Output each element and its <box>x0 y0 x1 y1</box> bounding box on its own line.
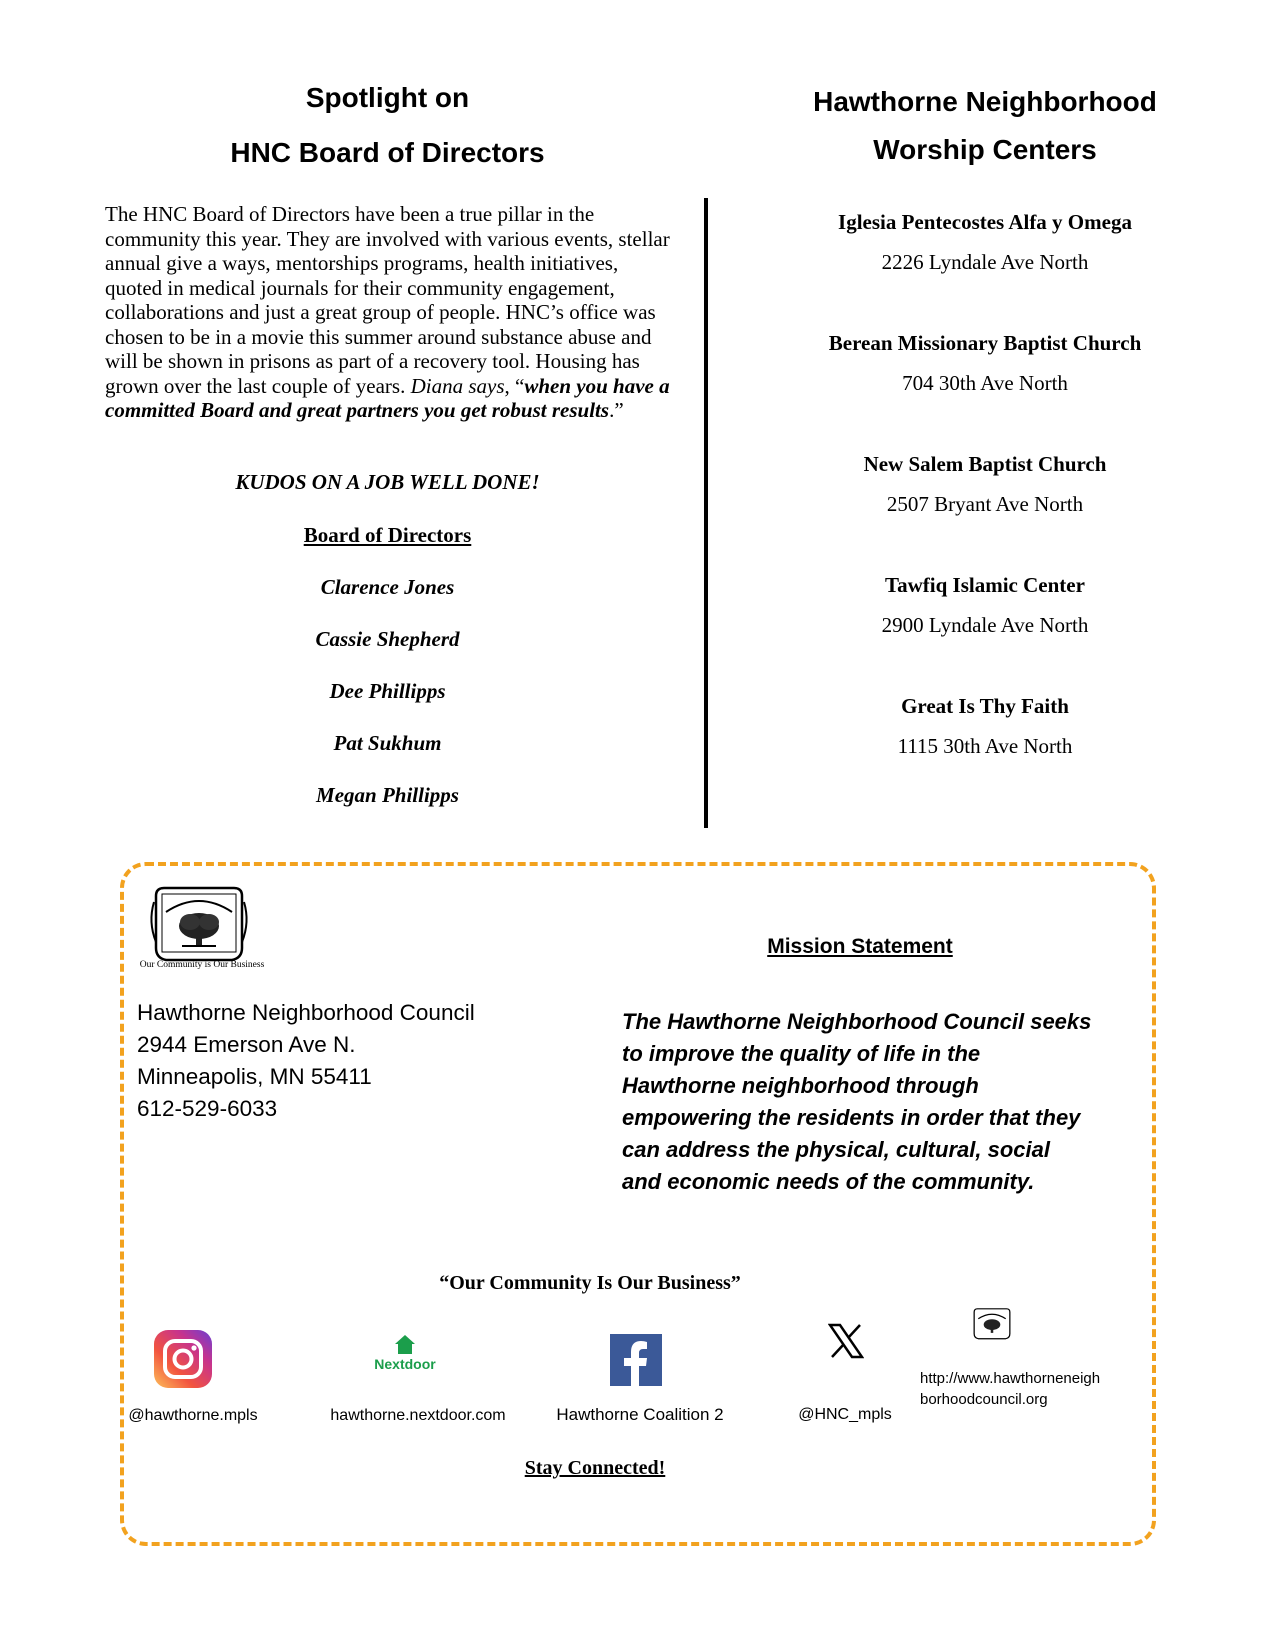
org-phone: 612-529-6033 <box>137 1096 278 1121</box>
nextdoor-house-icon <box>393 1333 417 1355</box>
board-heading: Board of Directors <box>303 523 472 547</box>
worship-center-name: Berean Missionary Baptist Church <box>828 331 1142 355</box>
stay-connected: Stay Connected! <box>524 1457 666 1479</box>
nextdoor-logo-text[interactable]: Nextdoor <box>374 1356 436 1372</box>
mission-heading: Mission Statement <box>767 935 953 958</box>
spotlight-title-line2: HNC Board of Directors <box>230 137 545 168</box>
mission-text: The Hawthorne Neighborhood Council seeks to improve the quality of life in the Hawthorne neighborhood through empowering the residents in order that they can address the physical, cultural, social and economic needs of the community. <box>622 1009 1092 1194</box>
quote-close: .” <box>609 398 624 422</box>
board-member: Pat Sukhum <box>333 731 442 755</box>
board-member: Megan Phillipps <box>316 783 459 807</box>
worship-center-address: 1115 30th Ave North <box>897 734 1073 758</box>
logo-caption: Our Community is Our Business <box>139 960 265 970</box>
worship-center-name: Tawfiq Islamic Center <box>885 573 1085 597</box>
board-member: Clarence Jones <box>320 575 455 599</box>
org-city: Minneapolis, MN 55411 <box>137 1064 372 1089</box>
nextdoor-link[interactable]: hawthorne.nextdoor.com <box>330 1407 506 1424</box>
spotlight-body <box>105 202 670 423</box>
spotlight-title-line1: Spotlight on <box>305 82 470 113</box>
hawthorne-logo-icon <box>146 882 252 972</box>
org-street: 2944 Emerson Ave N. <box>137 1032 356 1057</box>
worship-center-address: 2226 Lyndale Ave North <box>881 250 1089 274</box>
worship-title-line1: Hawthorne Neighborhood <box>813 86 1157 117</box>
instagram-handle[interactable]: @hawthorne.mpls <box>128 1407 258 1424</box>
worship-center-name: Great Is Thy Faith <box>901 694 1069 718</box>
x-handle[interactable]: @HNC_mpls <box>798 1406 892 1423</box>
x-icon[interactable] <box>828 1323 864 1359</box>
board-member: Dee Phillipps <box>329 679 446 703</box>
org-name: Hawthorne Neighborhood Council <box>137 1000 475 1025</box>
motto: “Our Community Is Our Business” <box>439 1272 741 1294</box>
kudos-text: KUDOS ON A JOB WELL DONE! <box>235 470 540 494</box>
spotlight-body-text: The HNC Board of Directors have been a true pillar in the community this year. They are involved with various events, stellar annual give a ways, mentorships programs, health initiatives, quoted in medical journals for their community engagement, collaborations and just a great group of people. HNC’s office was chosen to be in a movie this summer around substance abuse and will be shown in prisons as part of a recovery tool. Housing has grown over the last couple of years. <box>105 202 670 398</box>
column-divider <box>704 198 708 828</box>
facebook-page[interactable]: Hawthorne Coalition 2 <box>556 1405 724 1424</box>
website-logo-icon <box>970 1305 1014 1345</box>
worship-center-address: 704 30th Ave North <box>902 371 1068 395</box>
quote-open: , “ <box>504 373 525 398</box>
worship-center-name: Iglesia Pentecostes Alfa y Omega <box>838 210 1132 234</box>
diana-says: Diana says <box>410 373 505 398</box>
worship-title-line2: Worship Centers <box>873 134 1097 165</box>
diana-quote: when you have a committed Board and great partners you get robust results <box>105 373 670 422</box>
worship-center-address: 2507 Bryant Ave North <box>886 492 1084 516</box>
facebook-icon[interactable] <box>610 1334 662 1386</box>
worship-center-address: 2900 Lyndale Ave North <box>881 613 1089 637</box>
board-member: Cassie Shepherd <box>315 627 460 651</box>
worship-center-name: New Salem Baptist Church <box>863 452 1107 476</box>
website-link[interactable]: http://www.hawthorneneighborhoodcouncil.org <box>920 1370 1101 1408</box>
instagram-icon[interactable] <box>154 1330 212 1388</box>
